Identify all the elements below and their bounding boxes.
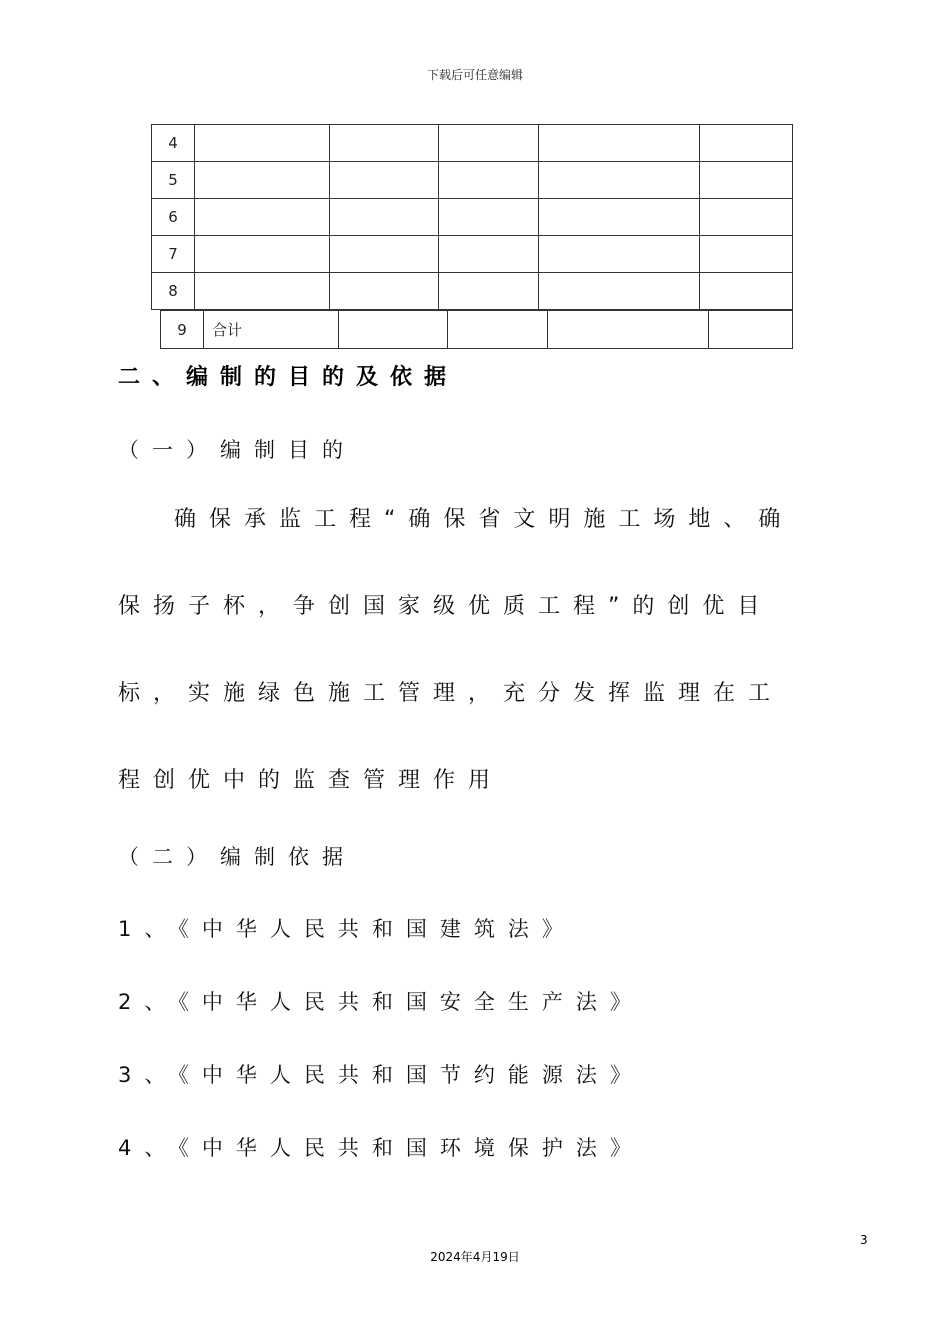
purpose-paragraph bbox=[118, 505, 843, 853]
table-row bbox=[152, 199, 793, 236]
subheading-purpose: （一）编制目的 bbox=[118, 438, 356, 462]
basis-item: 3、《中华人民共和国节约能源法》 bbox=[118, 1063, 644, 1087]
total-table bbox=[160, 310, 793, 349]
row-number: 9 bbox=[161, 311, 204, 349]
table-row bbox=[152, 273, 793, 310]
subheading-basis: （二）编制依据 bbox=[118, 845, 356, 869]
footer-date: 2024年4月19日 bbox=[430, 1250, 520, 1264]
total-label: 合计 bbox=[203, 311, 338, 349]
section-heading: 二、编制的目的及依据 bbox=[118, 365, 459, 390]
basis-item: 4、《中华人民共和国环境保护法》 bbox=[118, 1136, 644, 1160]
row-number: 8 bbox=[152, 273, 195, 310]
paragraph-line: 程创优中的监查管理作用 bbox=[118, 768, 504, 793]
row-number: 4 bbox=[152, 125, 195, 162]
page-number: 3 bbox=[860, 1233, 868, 1247]
basis-item: 1、《中华人民共和国建筑法》 bbox=[118, 917, 576, 941]
paragraph-line: 保扬子杯，争创国家级优质工程”的创优目 bbox=[118, 594, 773, 619]
data-table bbox=[151, 124, 793, 310]
table-row bbox=[152, 125, 793, 162]
row-number: 5 bbox=[152, 162, 195, 199]
row-number: 6 bbox=[152, 199, 195, 236]
table-row bbox=[152, 162, 793, 199]
paragraph-line: 确保承监工程“确保省文明施工场地、确 bbox=[174, 507, 794, 532]
paragraph-line: 标，实施绿色施工管理，充分发挥监理在工 bbox=[118, 681, 784, 706]
row-number: 7 bbox=[152, 236, 195, 273]
page-header: 下载后可任意编辑 bbox=[426, 68, 523, 82]
total-row bbox=[161, 311, 793, 349]
table-row bbox=[152, 236, 793, 273]
basis-item: 2、《中华人民共和国安全生产法》 bbox=[118, 990, 644, 1014]
